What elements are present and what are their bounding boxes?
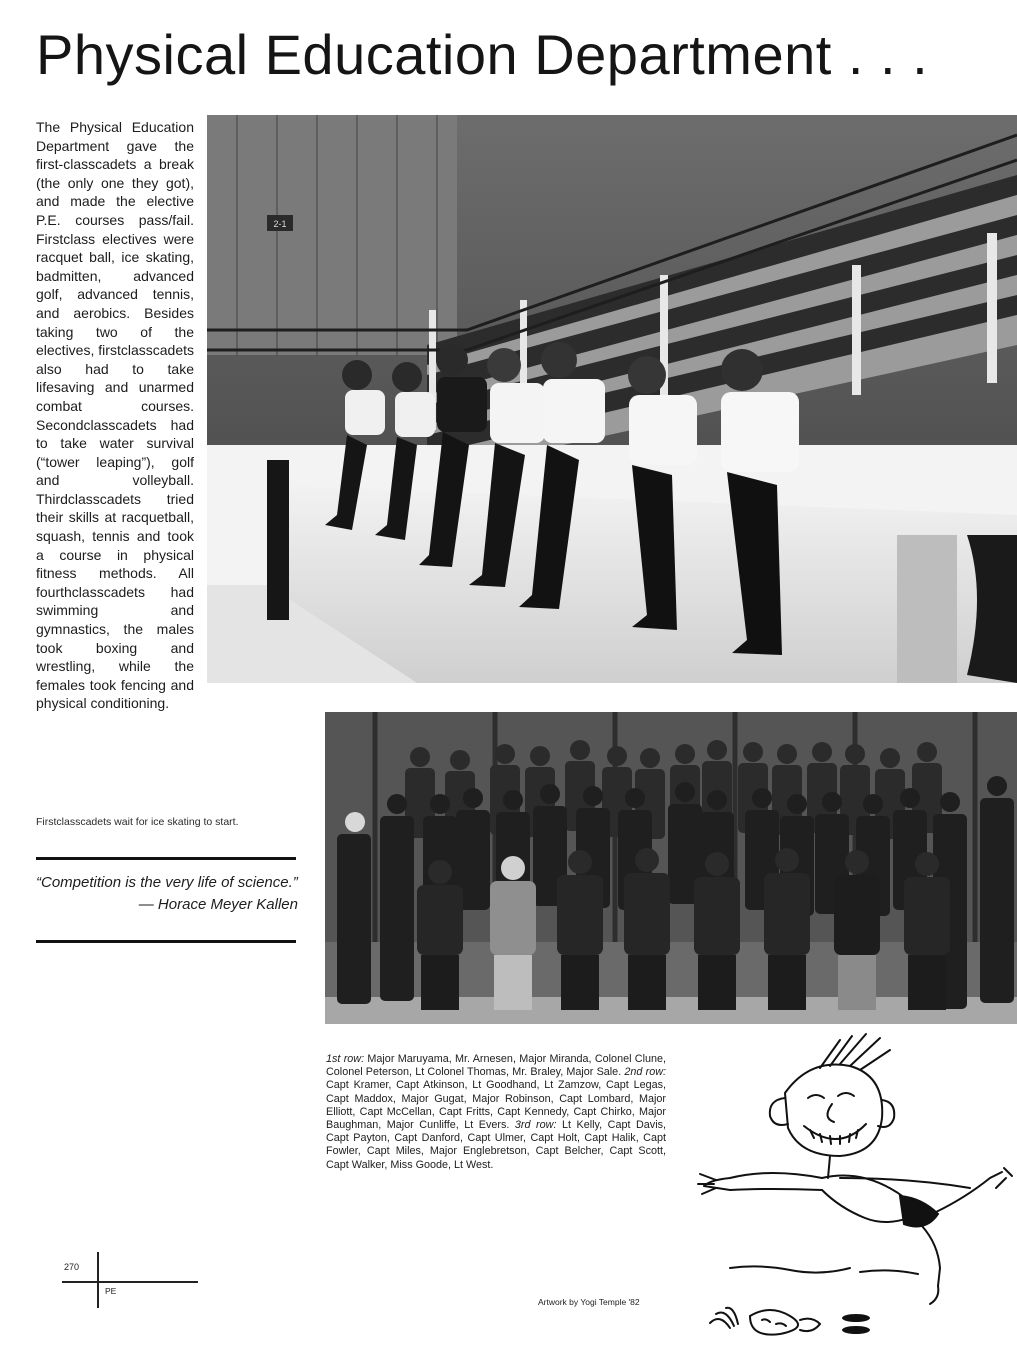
row3-names: Lt Kelly, Capt Davis, Capt Payton, Capt Danford, Capt Ulmer, Capt Holt, Capt Halik, Capt Fowler, Capt Miles, Major Englebretson, Capt Belcher, Capt Scott, Capt Walker, Miss Goode, Lt West. (326, 1119, 666, 1171)
intro-paragraph: The Physical Education Department gave the first-classcadets a break (the only one they got), and made the elective P.E. courses pass/fail. Firstclass electives were racquet ball, ice skating, badmitten, advanced golf, advanced tennis, and aerobics. Besides taking two of the electives, firstclasscadets also had to take lifesaving and unarmed combat courses. Secondclasscadets had to take water survival (“tower leaping”), golf and volleyball. Thirdclasscadets tried their skills at racquetball, squash, tennis and took a course in physical fitness methods. All fourthclasscadets had swimming and gymnastics, the males took boxing and wrestling, while the females took fencing and physical conditioning. (36, 119, 194, 712)
row3-label: 3rd row: (514, 1119, 557, 1132)
rink-sign: 2-1 (273, 219, 287, 229)
quote-bottom-rule (36, 940, 296, 943)
quote-text: “Competition is the very life of science.” (36, 874, 298, 891)
artwork-credit: Artwork by Yogi Temple '82 (538, 1297, 640, 1307)
folio-horizontal-rule (62, 1281, 198, 1283)
group-photo-caption (326, 1053, 666, 1172)
ice-rink-photo-caption: Firstclasscadets wait for ice skating to start. (36, 816, 239, 828)
page-title: Physical Education Department . . . (36, 23, 929, 86)
ice-rink-photo (207, 115, 1017, 683)
section-code: PE (105, 1286, 117, 1296)
page-number: 270 (64, 1262, 80, 1272)
quote-block (36, 873, 298, 915)
row1-names: Major Maruyama, Mr. Arnesen, Major Miranda, Colonel Clune, Colonel Peterson, Lt Colonel Thomas, Mr. Braley, Major Sale. (326, 1053, 666, 1079)
row2-label: 2nd row: (624, 1066, 666, 1079)
quote-top-rule (36, 857, 296, 860)
quote-author: — Horace Meyer Kallen (138, 896, 298, 913)
row1-label: 1st row: (326, 1053, 365, 1065)
folio-vertical-rule (97, 1252, 99, 1308)
row2-names: Capt Kramer, Capt Atkinson, Lt Goodhand, Lt Zamzow, Capt Legas, Capt Maddox, Major Gugat, Major Robinson, Capt Lombard, Major Elliott, Capt McCellan, Capt Fritts, Capt Kennedy, Capt Chirko, Major Baughman, Major Cunliffe, Lt Evers. (326, 1079, 666, 1132)
swimmer-cartoon (690, 1028, 1017, 1343)
staff-group-photo (325, 712, 1017, 1024)
